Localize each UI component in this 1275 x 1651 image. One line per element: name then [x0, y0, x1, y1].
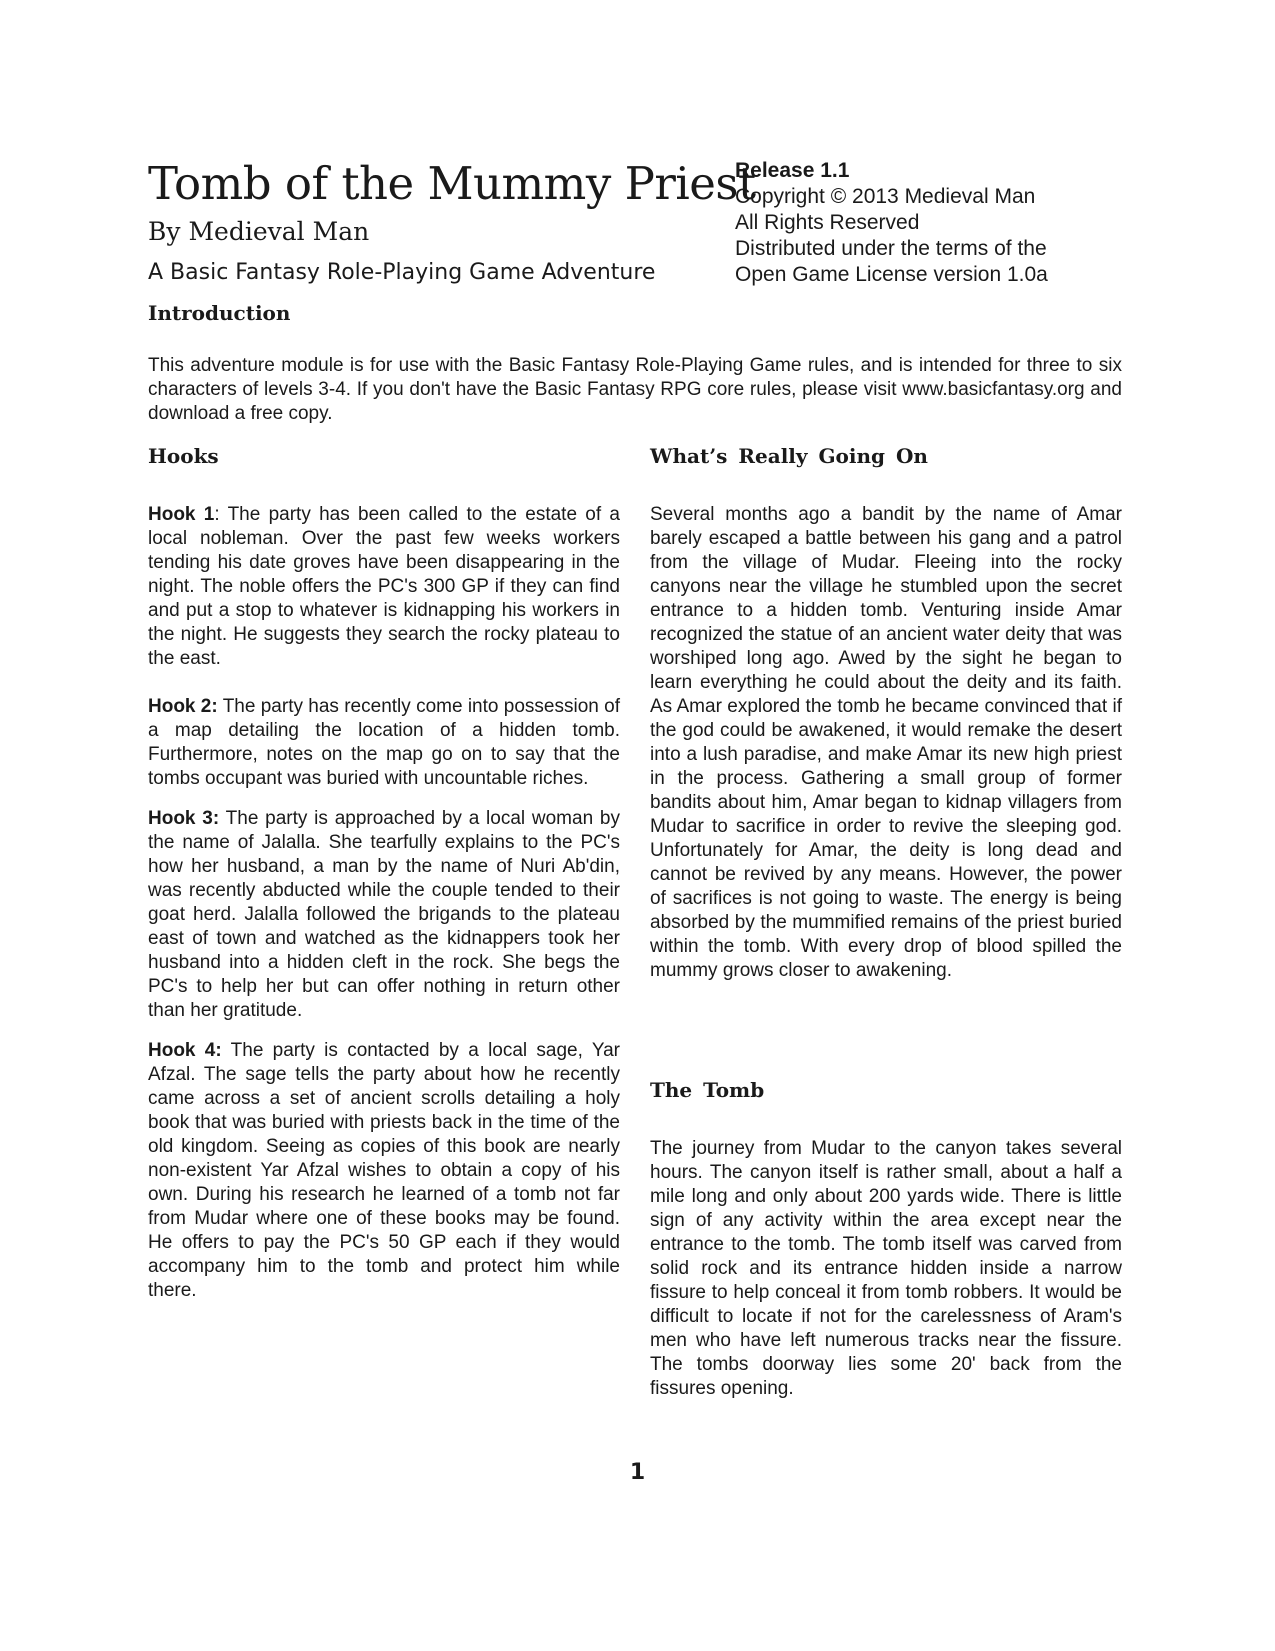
hook-text: The party has been called to the estate of a local nobleman. Over the past few weeks workers tending his date groves have been disappearing in the night. The noble offers the PC's 300 GP if they can find and put a stop to whatever is kidnapping his workers in the night. He suggests they search the rocky plateau to the east. [148, 504, 620, 669]
hook-item [148, 807, 620, 1023]
hook-label: Hook 4: [148, 1040, 222, 1061]
document-title: Tomb of the Mummy Priest [148, 157, 756, 210]
hook-label: Hook 2: [148, 696, 218, 717]
the-tomb-text: The journey from Mudar to the canyon takes several hours. The canyon itself is rather small, about a half a mile long and only about 200 yards wide. There is little sign of any activity within the area except near the entrance to the tomb. The tomb itself was carved from solid rock and its entrance hidden inside a narrow fissure to help conceal it from tomb robbers. It would be difficult to locate if not for the carelessness of Aram's men who have left numerous tracks near the fissure. The tombs doorway lies some 20' back from the fissures opening. [650, 1138, 1122, 1399]
hook-item [148, 695, 620, 791]
release-version: Release 1.1 [735, 159, 850, 182]
hook-text: The party has recently come into possession of a map detailing the location of a hidden tomb. Furthermore, notes on the map go on to say that the tombs occupant was buried with uncountable riches. [148, 696, 620, 789]
hook-label: Hook 3: [148, 808, 220, 829]
introduction-heading: Introduction [148, 301, 291, 325]
hook-item [148, 1039, 620, 1303]
license-line-1: Distributed under the terms of the [735, 237, 1047, 260]
document-subtitle: A Basic Fantasy Role-Playing Game Adventure [148, 260, 656, 285]
whats-going-on-text: Several months ago a bandit by the name of Amar barely escaped a battle between his gang and a patrol from the village of Mudar. Fleeing into the rocky canyons near the village he stumbled upon the secret entrance to a hidden tomb. Venturing inside Amar recognized the statue of an ancient water deity that was worshiped long ago. Awed by the sight he began to learn everything he could about the deity and its faith. As Amar explored the tomb he became convinced that if the god could be awakened, it would remake the desert into a lush paradise, and make Amar its new high priest in the process. Gathering a small group of former bandits about him, Amar began to kidnap villagers from Mudar to sacrifice in order to revive the sleeping god. Unfortunately for Amar, the deity is long dead and cannot be revived by any means. However, the power of sacrifices is not going to waste. The energy is being absorbed by the mummified remains of the priest buried within the tomb. With every drop of blood spilled the mummy grows closer to awakening. [650, 504, 1122, 981]
hook-text: The party is approached by a local woman by the name of Jalalla. She tearfully explains to the PC's how her husband, a man by the name of Nuri Ab'din, was recently abducted while the couple tended to their goat herd. Jalalla followed the brigands to the plateau east of town and watched as the kidnappers took her husband into a hidden cleft in the rock. She begs the PC's to help her but can offer nothing in return other than her gratitude. [148, 808, 620, 1021]
author-byline: By Medieval Man [148, 217, 370, 246]
whats-going-on-heading: What’s Really Going On [650, 444, 928, 468]
page-number: 1 [629, 1460, 646, 1485]
rights-line: All Rights Reserved [735, 211, 920, 234]
license-line-2: Open Game License version 1.0a [735, 263, 1048, 286]
title-block [148, 157, 756, 288]
hook-label: Hook 1 [148, 504, 215, 525]
hook-text: The party is contacted by a local sage, Yar Afzal. The sage tells the party about how he recently came across a set of ancient scrolls detailing a holy book that was buried with priests back in the time of the old kingdom. Seeing as copies of this book are nearly non-existent Yar Afzal wishes to obtain a copy of his own. During his research he learned of a tomb not far from Mudar where one of these books may be found. He offers to pay the PC's 50 GP each if they would accompany him to the tomb and protect him while there. [148, 1040, 621, 1301]
hook-item: Hook 1: The party has been called to the estate of a local nobleman. Over the past few weeks workers tending his date groves have been disappearing in the night. The noble offers the PC's 300 GP if they can find and put a stop to whatever is kidnapping his workers in the night. He suggests they search the rocky plateau to the east. [148, 504, 620, 669]
the-tomb-heading: The Tomb [650, 1078, 765, 1102]
copyright-line: Copyright © 2013 Medieval Man [735, 185, 1036, 208]
hooks-heading: Hooks [148, 444, 219, 468]
release-info [735, 158, 1135, 288]
hooks-list [148, 503, 620, 1303]
introduction-text: This adventure module is for use with the Basic Fantasy Role-Playing Game rules, and is intended for three to six characters of levels 3-4. If you don't have the Basic Fantasy RPG core rules, please visit www.basicfantasy.org and download a free copy. [148, 355, 1122, 424]
